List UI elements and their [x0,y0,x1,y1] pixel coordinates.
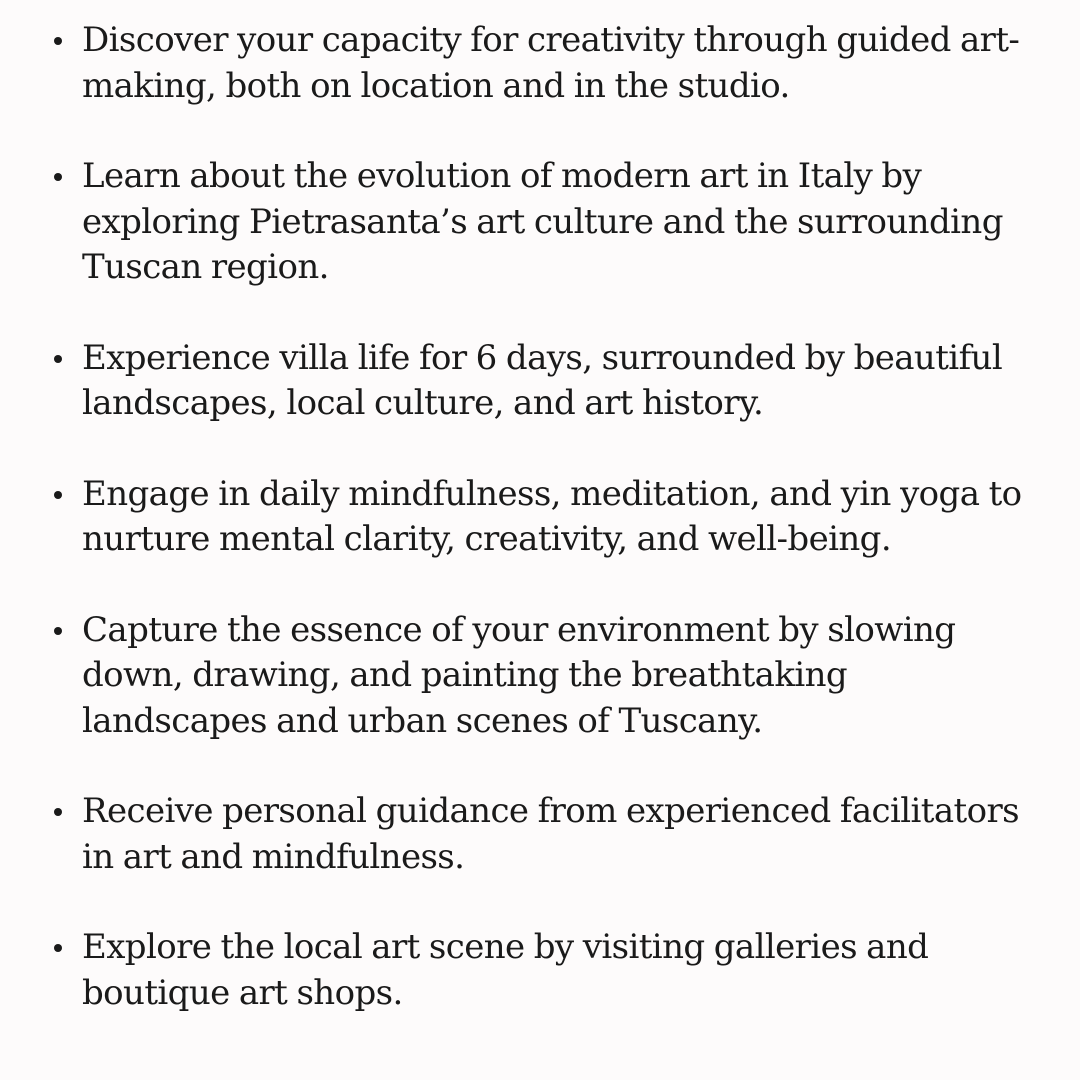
list-item-text: Explore the local art scene by visiting galleries and boutique art shops. [82,927,929,1013]
list-item [54,608,1040,745]
bullet-dot-icon [54,173,62,181]
list-item [54,336,1040,427]
benefits-list [54,18,1040,1016]
list-item [54,18,1040,109]
bullet-dot-icon [54,627,62,635]
bullet-dot-icon [54,808,62,816]
bullet-dot-icon [54,944,62,952]
list-item [54,789,1040,880]
list-item-text: Capture the essence of your environment by slowing down, drawing, and painting the breathtaking landscapes and urban scenes of Tuscany. [82,609,956,741]
bullet-dot-icon [54,355,62,363]
list-item-text: Receive personal guidance from experienced facilitators in art and mindfulness. [82,791,1019,877]
list-item [54,154,1040,291]
list-item-text: Experience villa life for 6 days, surrounded by beautiful landscapes, local culture, and art history. [82,337,1003,423]
bullet-dot-icon [54,491,62,499]
list-item [54,472,1040,563]
list-item [54,925,1040,1016]
bullet-dot-icon [54,37,62,45]
list-item-text: Discover your capacity for creativity through guided art-making, both on location and in the studio. [82,20,1020,106]
list-item-text: Learn about the evolution of modern art in Italy by exploring Pietrasanta’s art culture and the surrounding Tuscan region. [82,156,1003,287]
list-item-text: Engage in daily mindfulness, meditation, and yin yoga to nurture mental clarity, creativity, and well-being. [82,473,1022,559]
